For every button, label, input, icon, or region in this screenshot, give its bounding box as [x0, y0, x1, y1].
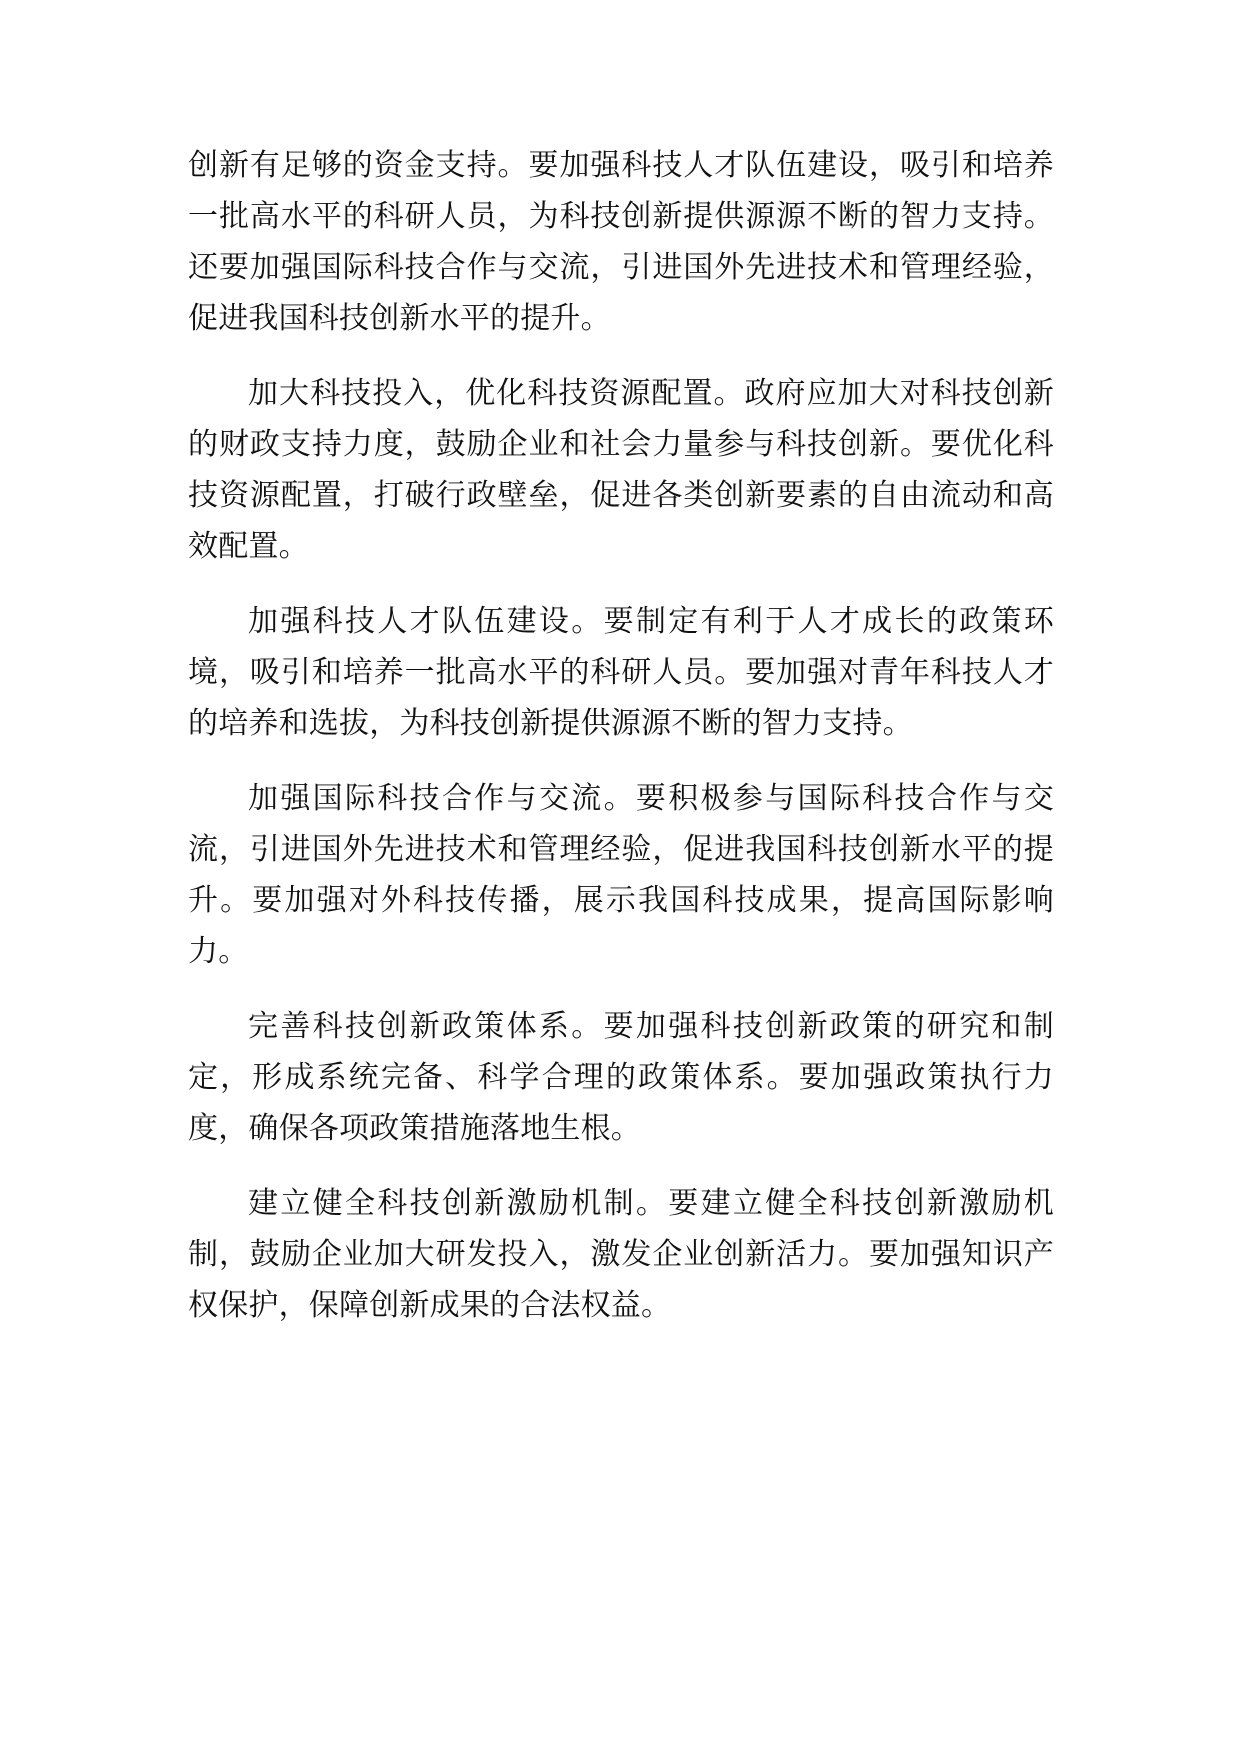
paragraph-policy-system: 完善科技创新政策体系。要加强科技创新政策的研究和制定，形成系统完备、科学合理的政策体系。要加强政策执行力度，确保各项政策措施落地生根。 — [188, 1009, 1054, 1146]
paragraph-international-cooperation: 加强国际科技合作与交流。要积极参与国际科技合作与交流，引进国外先进技术和管理经验，促进我国科技创新水平的提升。要加强对外科技传播，展示我国科技成果，提高国际影响力。 — [188, 781, 1054, 969]
paragraph-incentive-mechanism: 建立健全科技创新激励机制。要建立健全科技创新激励机制，鼓励企业加大研发投入，激发企业创新活力。要加强知识产权保护，保障创新成果的合法权益。 — [188, 1186, 1054, 1323]
paragraph-continuation: 创新有足够的资金支持。要加强科技人才队伍建设，吸引和培养一批高水平的科研人员，为科技创新提供源源不断的智力支持。还要加强国际科技合作与交流，引进国外先进技术和管理经验，促进我国科技创新水平的提升。 — [188, 148, 1054, 336]
document-body — [188, 140, 1054, 1331]
paragraph-increase-investment: 加大科技投入，优化科技资源配置。政府应加大对科技创新的财政支持力度，鼓励企业和社会力量参与科技创新。要优化科技资源配置，打破行政壁垒，促进各类创新要素的自由流动和高效配置。 — [188, 376, 1054, 564]
paragraph-talent-building: 加强科技人才队伍建设。要制定有利于人才成长的政策环境，吸引和培养一批高水平的科研人员。要加强对青年科技人才的培养和选拔，为科技创新提供源源不断的智力支持。 — [188, 604, 1054, 741]
